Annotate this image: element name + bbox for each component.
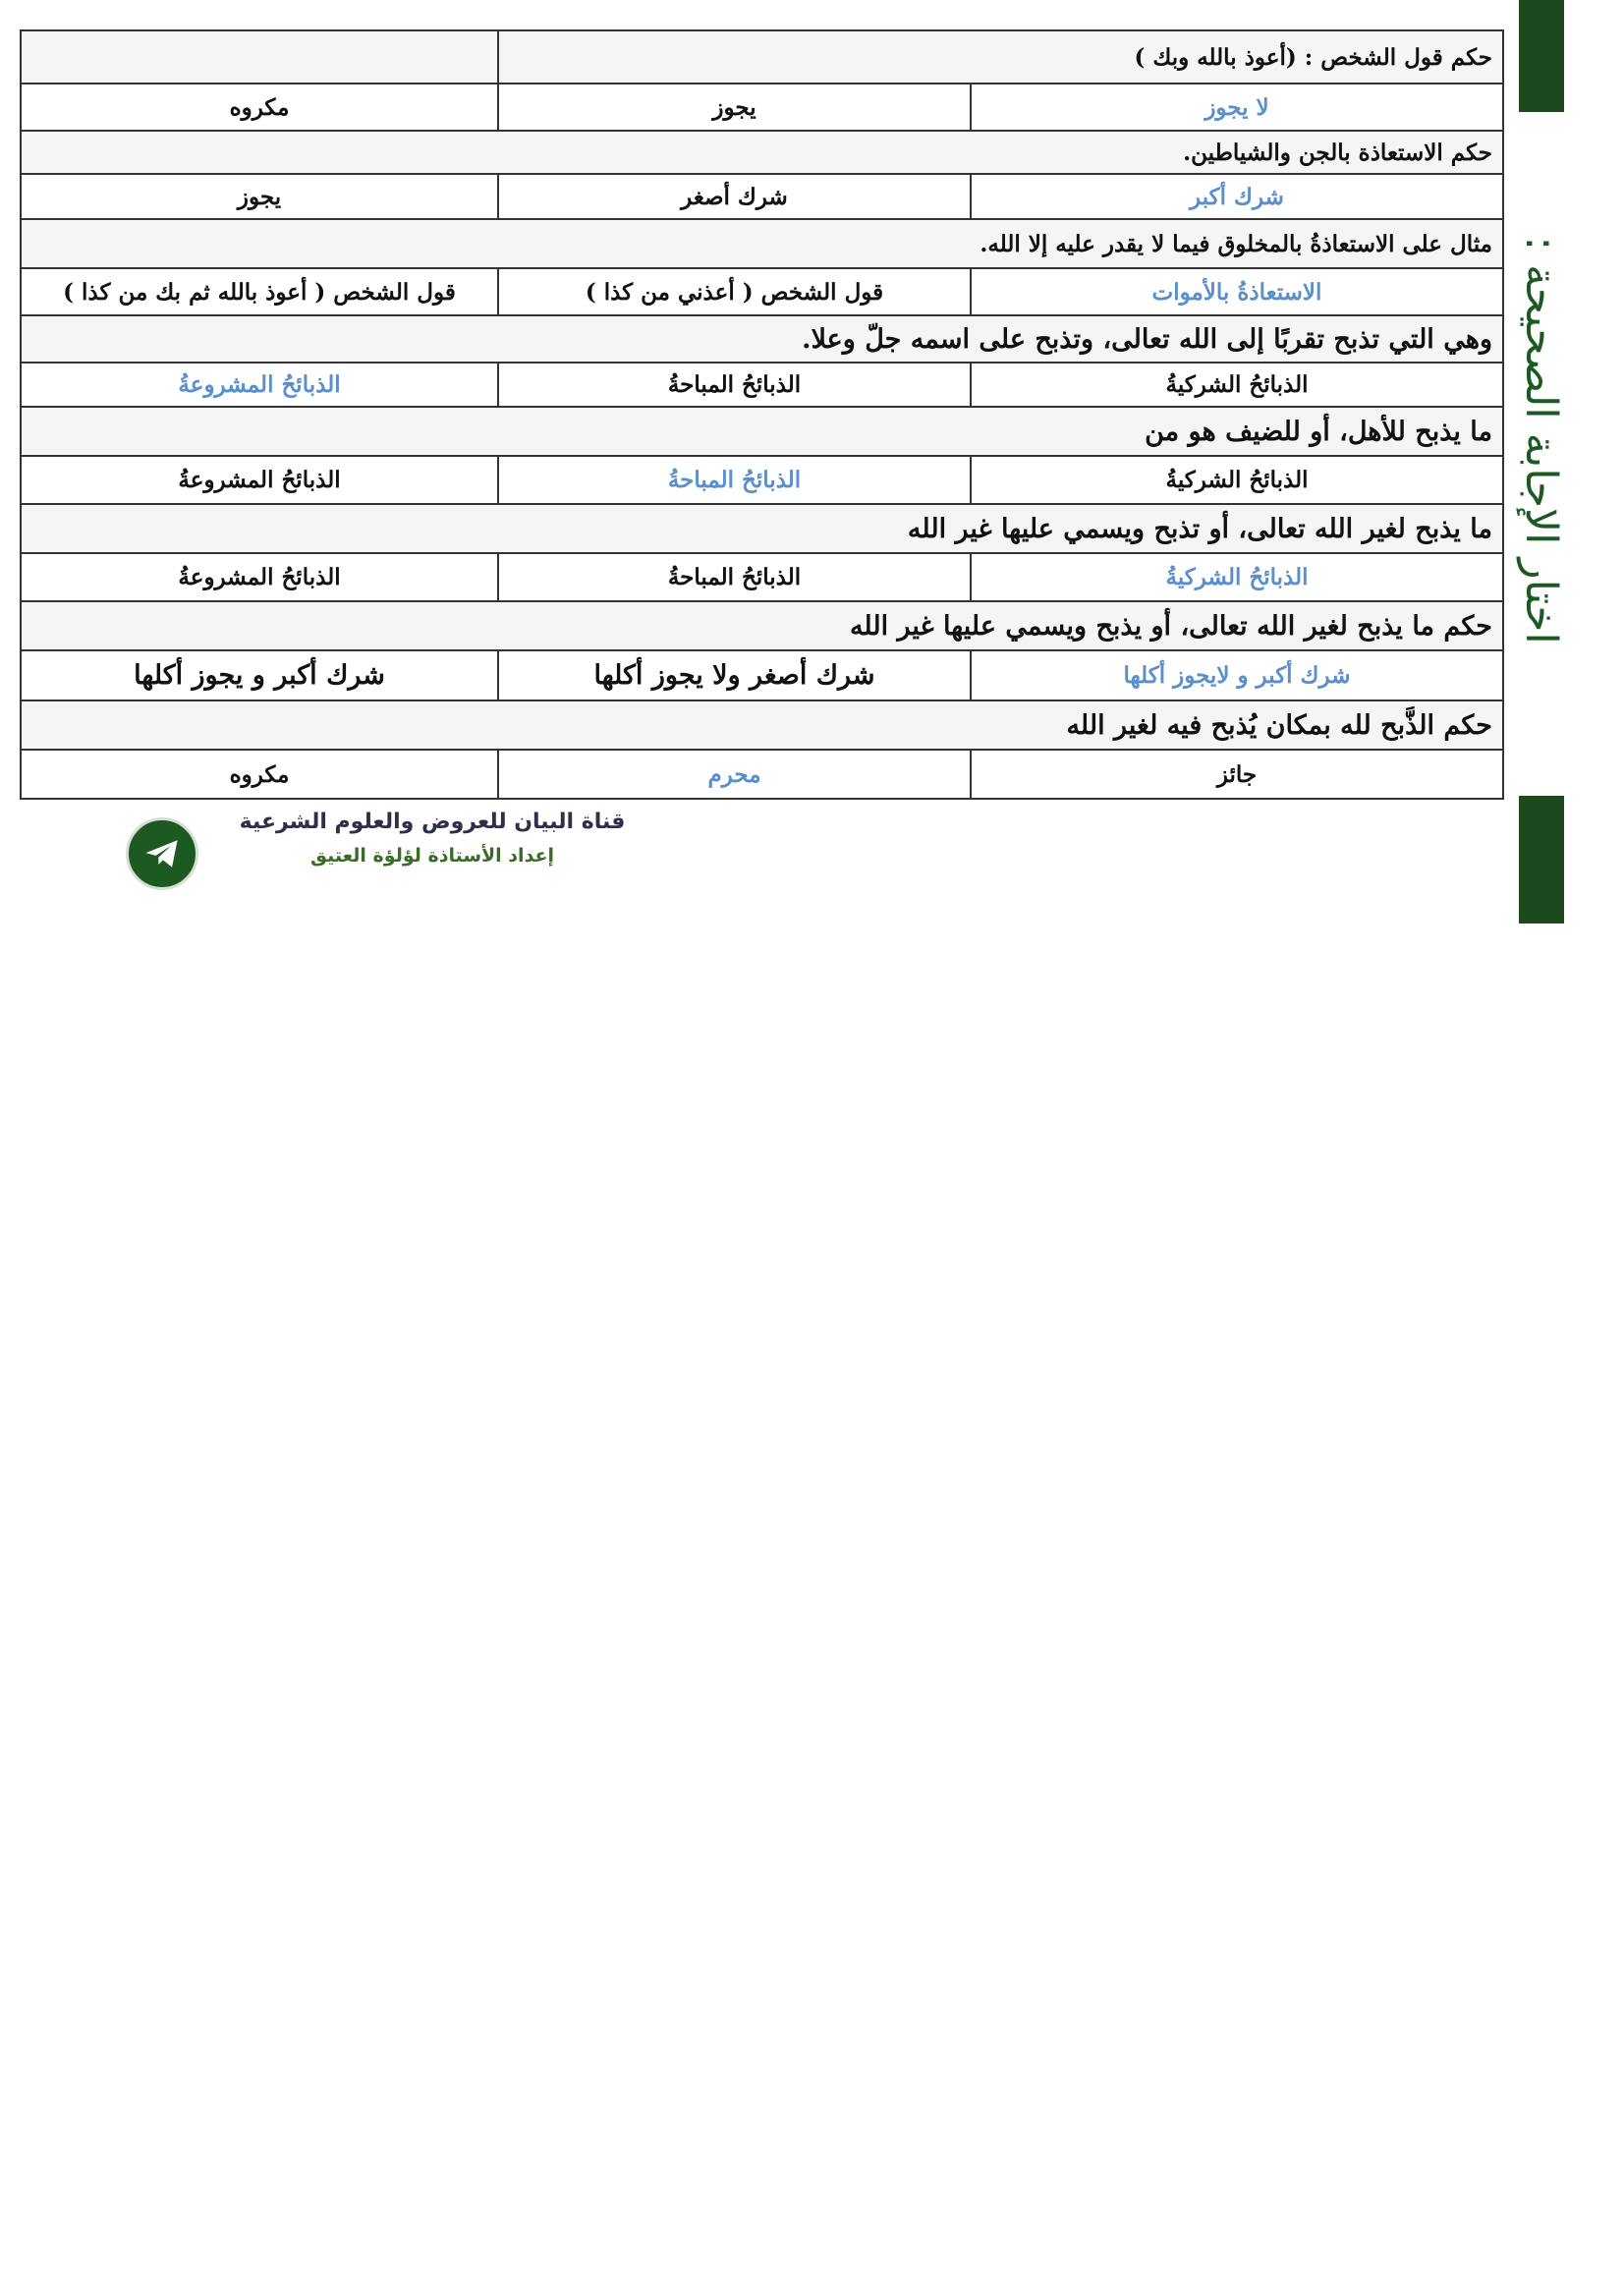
question-row (21, 219, 1503, 268)
telegram-logo[interactable] (126, 817, 198, 890)
question-row (21, 504, 1503, 553)
answer-option[interactable]: الذبائحُ المباحةُ (498, 363, 971, 407)
answer-row (21, 553, 1503, 601)
channel-name: قناة البيان للعروض والعلوم الشرعية (239, 810, 626, 834)
answer-row (21, 456, 1503, 504)
author-credit: إعداد الأستاذة لؤلؤة العتيق (309, 845, 555, 867)
question-text: حكم ما يذبح لغير الله تعالى، أو يذبح ويسمي عليها غير الله (21, 601, 1503, 650)
answer-option[interactable]: لا يجوز (971, 84, 1503, 131)
side-bar-bottom (1519, 796, 1564, 924)
answer-option[interactable]: الذبائحُ الشركيةُ (971, 553, 1503, 601)
quiz-table (20, 29, 1504, 800)
answer-option[interactable]: الذبائحُ المباحةُ (498, 553, 971, 601)
answer-option[interactable]: الذبائحُ الشركيةُ (971, 456, 1503, 504)
question-row (21, 30, 1503, 84)
telegram-icon (140, 832, 184, 875)
question-row (21, 131, 1503, 174)
side-bar-top (1519, 0, 1564, 112)
question-text: حكم قول الشخص : (أعوذ بالله وبك ) (498, 30, 1503, 84)
answer-option[interactable]: مكروه (21, 750, 498, 799)
question-text: ما يذبح للأهل، أو للضيف هو من (21, 407, 1503, 456)
question-row (21, 700, 1503, 750)
answer-option[interactable]: شرك أصغر ولا يجوز أكلها (498, 650, 971, 700)
question-text: وهي التي تذبح تقربًا إلى الله تعالى، وتذبح على اسمه جلّ وعلا. (21, 315, 1503, 363)
answer-option[interactable]: الذبائحُ المباحةُ (498, 456, 971, 504)
answer-option[interactable]: يجوز (498, 84, 971, 131)
answer-option[interactable]: يجوز (21, 174, 498, 219)
answer-option[interactable]: محرم (498, 750, 971, 799)
answer-option[interactable]: الذبائحُ المشروعةُ (21, 553, 498, 601)
answer-row (21, 174, 1503, 219)
empty-cell (21, 30, 498, 84)
answer-option[interactable]: شرك أكبر (971, 174, 1503, 219)
answer-option[interactable]: الذبائحُ الشركيةُ (971, 363, 1503, 407)
answer-row (21, 650, 1503, 700)
question-text: ما يذبح لغير الله تعالى، أو تذبح ويسمي عليها غير الله (21, 504, 1503, 553)
answer-option[interactable]: شرك أصغر (498, 174, 971, 219)
question-text: مثال على الاستعاذةُ بالمخلوق فيما لا يقدر عليه إلا الله. (21, 219, 1503, 268)
question-text: حكم الذَّبح لله بمكان يُذبح فيه لغير الله (21, 700, 1503, 750)
answer-option[interactable]: مكروه (21, 84, 498, 131)
question-row (21, 407, 1503, 456)
answer-option[interactable]: قول الشخص ( أعذني من كذا ) (498, 268, 971, 315)
answer-option[interactable]: الاستعاذةُ بالأموات (971, 268, 1503, 315)
answer-row (21, 750, 1503, 799)
answer-row (21, 84, 1503, 131)
question-row (21, 601, 1503, 650)
side-title: اختار الإجابة الصحيحة : (1516, 236, 1567, 644)
answer-option[interactable]: شرك أكبر و لايجوز أكلها (971, 650, 1503, 700)
answer-option[interactable]: الذبائحُ المشروعةُ (21, 363, 498, 407)
answer-row (21, 268, 1503, 315)
answer-option[interactable]: شرك أكبر و يجوز أكلها (21, 650, 498, 700)
answer-option[interactable]: قول الشخص ( أعوذ بالله ثم بك من كذا ) (21, 268, 498, 315)
answer-option[interactable]: الذبائحُ المشروعةُ (21, 456, 498, 504)
answer-option[interactable]: جائز (971, 750, 1503, 799)
question-text: حكم الاستعاذة بالجن والشياطين. (21, 131, 1503, 174)
question-row (21, 315, 1503, 363)
answer-row (21, 363, 1503, 407)
